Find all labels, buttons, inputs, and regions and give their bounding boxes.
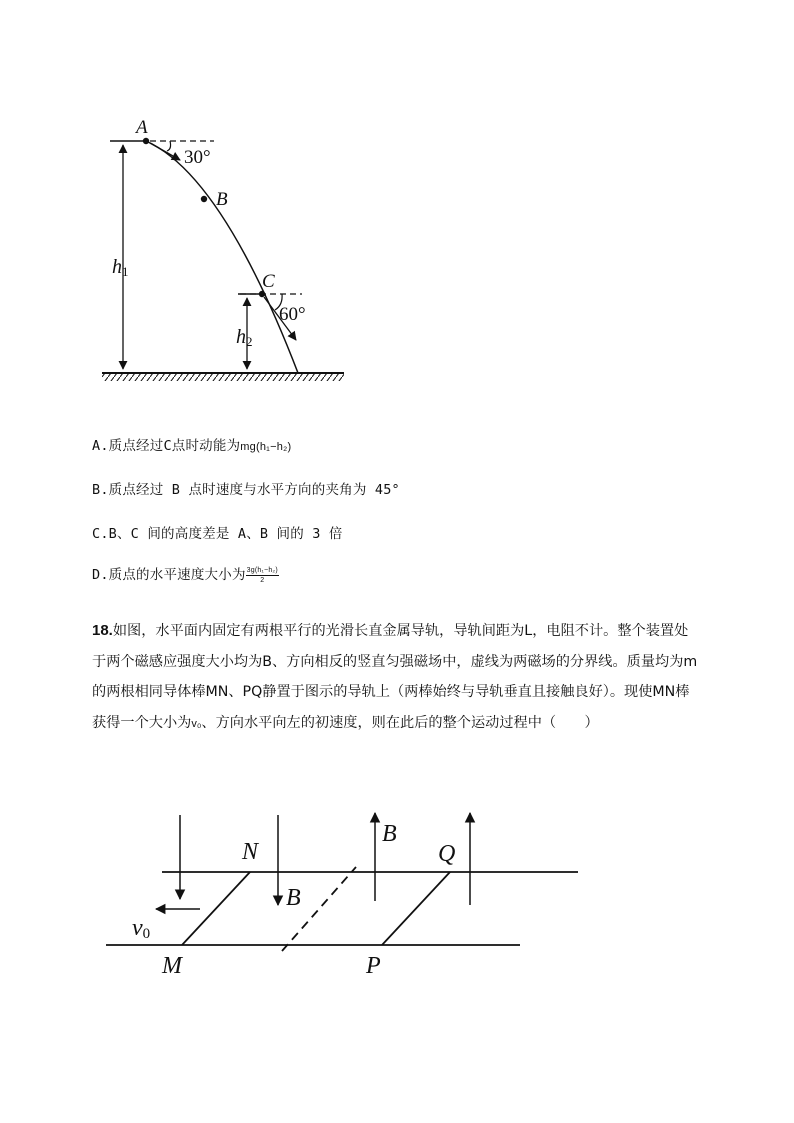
trajectory-figure — [90, 105, 360, 395]
label-a: A — [136, 117, 148, 138]
question-18: 18.如图，水平面内固定有两根平行的光滑长直金属导轨，导轨间距为L，电阻不计。整个装置处于两个磁感应强度大小均为B、方向相反的竖直匀强磁场中，虚线为两磁场的分界线。质量均为m的两根相同导体棒MN、PQ静置于图示的导轨上（两棒始终与导轨垂直且接触良好）。现使MN棒获得一个大小为v₀、方向水平向左的初速度，则在此后的整个运动过程中（ ） — [92, 622, 698, 731]
angle-label-60: 60° — [279, 304, 306, 325]
option-c: C.B、C 间的高度差是 A、B 间的 3 倍 — [92, 526, 343, 542]
label-v0: v0 — [132, 915, 151, 942]
point-b — [201, 196, 207, 202]
label-b-down: B — [286, 885, 301, 911]
trajectory-curve — [146, 141, 298, 373]
fraction-d: $\frac{\text{3g(h₁−h₂)}}{2}$ — [246, 566, 278, 584]
label-b-up: B — [382, 821, 397, 847]
ground — [102, 373, 344, 381]
label-p: P — [366, 953, 381, 979]
label-h1: h1 — [112, 256, 129, 279]
label-c: C — [262, 271, 275, 292]
point-a — [143, 138, 149, 144]
label-n: N — [242, 839, 259, 865]
label-h2: h2 — [236, 326, 253, 349]
label-q: Q — [438, 841, 456, 867]
rod-pq — [382, 872, 450, 945]
option-d: D.质点的水平速度大小为 $\frac{\text{3g(h₁−h₂)}}{2}$ — [92, 566, 278, 584]
option-b: B.质点经过 B 点时速度与水平方向的夹角为 45° — [92, 482, 400, 498]
angle-label-30: 30° — [184, 147, 211, 168]
angle-arc-a — [167, 141, 171, 151]
option-a: A.质点经过C点时动能为mg(h₁−h₂) — [92, 438, 292, 454]
label-b: B — [216, 189, 228, 210]
velocity-arrow-a — [150, 143, 180, 160]
label-m: M — [162, 953, 182, 979]
rails-figure — [100, 805, 590, 990]
